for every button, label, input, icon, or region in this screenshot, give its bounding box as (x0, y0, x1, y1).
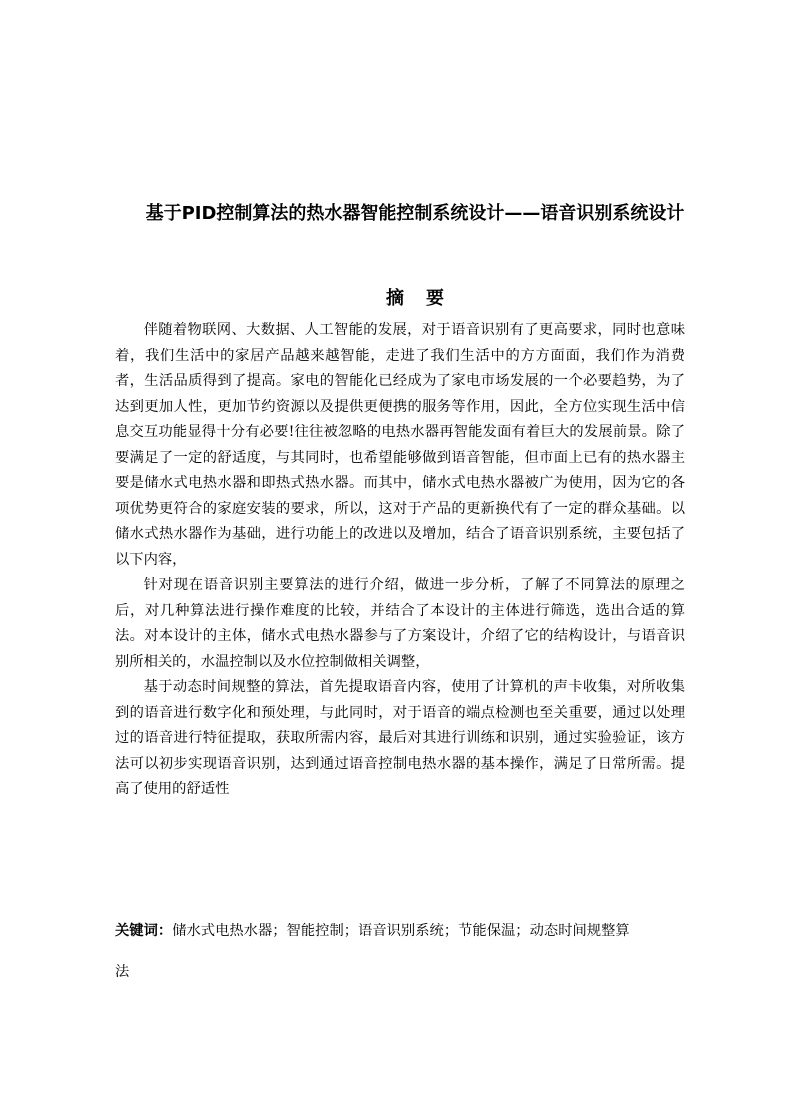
document-title: 基于PID控制算法的热水器智能控制系统设计——语音识别系统设计 (145, 203, 685, 224)
keywords-text-continued: 法 (115, 964, 130, 980)
abstract-heading: 摘要 (386, 288, 466, 309)
abstract-body (115, 318, 685, 803)
abstract-paragraph-3: 基于动态时间规整的算法，首先提取语音内容，使用了计算机的声卡收集，对所收集到的语音进行数字化和预处理，与此同时，对于语音的端点检测也至关重要，通过以处理过的语音进行特征提取，获取所需内容，最后对其进行训练和识别，通过实验验证，该方法可以初步实现语音识别，达到通过语音控制电热水器的基本操作，满足了日常所需。提高了使用的舒适性 (115, 679, 685, 797)
keywords-text: 储水式电热水器；智能控制；语音识别系统；节能保温；动态时间规整算 (172, 923, 630, 939)
abstract-paragraph-2: 针对现在语音识别主要算法的进行介绍，做进一步分析，了解了不同算法的原理之后，对几种算法进行操作难度的比较，并结合了本设计的主体进行筛选，选出合适的算法。对本设计的主体，储水式电热水器参与了方案设计，介绍了它的结构设计，与语音识别所相关的，水温控制以及水位控制做相关调整， (115, 577, 685, 670)
abstract-paragraph-1: 伴随着物联网、大数据、人工智能的发展，对于语音识别有了更高要求，同时也意味着，我们生活中的家居产品越来越智能，走进了我们生活中的方方面面，我们作为消费者，生活品质得到了提高。家电的智能化已经成为了家电市场发展的一个必要趋势，为了达到更加人性，更加节约资源以及提供更便携的服务等作用，因此，全方位实现生活中信息交互功能显得十分有必要!往往被忽略的电热水器再智能发面有着巨大的发展前景。除了要满足了一定的舒适度，与其同时，也希望能够做到语音智能，但市面上已有的热水器主要是储水式电热水器和即热式热水器。而其中，储水式电热水器被广为使用，因为它的各项优势更符合的家庭安装的要求，所以，这对于产品的更新换代有了一定的群众基础。以储水式热水器作为基础，进行功能上的改进以及增加，结合了语音识别系统，主要包括了以下内容， (115, 322, 685, 568)
keywords-label: 关键词： (115, 923, 173, 939)
keywords-section (115, 917, 685, 986)
